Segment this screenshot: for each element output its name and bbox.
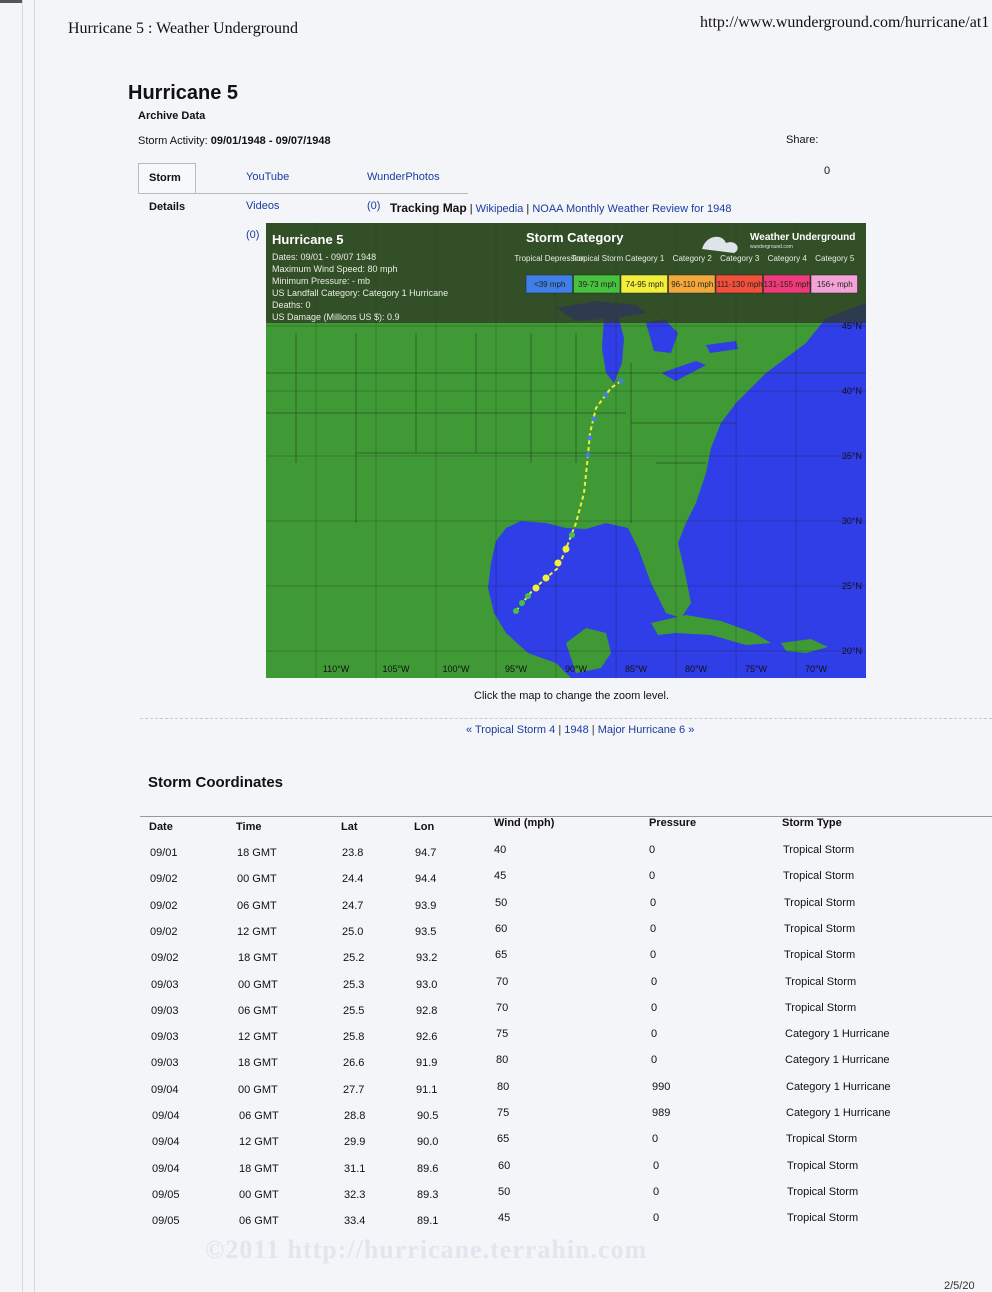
table-cell-wind: 70 (496, 975, 509, 988)
print-header-url: http://www.wunderground.com/hurricane/at1 (700, 14, 990, 31)
tab-youtube-videos[interactable]: YouTube Videos (0) (246, 171, 290, 241)
table-cell-time: 18 GMT (238, 952, 278, 965)
table-cell-date: 09/05 (152, 1188, 180, 1201)
page-number: 2/5/20 (944, 1280, 975, 1292)
track-point (525, 593, 531, 599)
track-point (513, 608, 519, 614)
table-cell-lat: 31.1 (344, 1162, 366, 1175)
legend-label: Category 3 (720, 254, 760, 263)
tracking-map[interactable] (266, 223, 866, 678)
table-cell-pressure: 0 (650, 949, 657, 962)
storm-navigation (466, 724, 694, 736)
table-cell-pressure: 0 (651, 975, 658, 988)
table-cell-time: 00 GMT (239, 1188, 279, 1201)
lat-label: 35°N (841, 451, 862, 461)
map-legend-title: Storm Category (526, 230, 624, 245)
share-label: Share: (786, 134, 819, 146)
legend-label: Category 4 (767, 254, 807, 263)
table-cell-storm-type: Tropical Storm (784, 949, 856, 962)
table-cell-time: 12 GMT (238, 1031, 278, 1044)
lon-label: 95°W (504, 664, 528, 674)
track-point (533, 585, 540, 592)
table-cell-pressure: 0 (653, 1185, 660, 1198)
table-cell-lon: 91.9 (416, 1057, 438, 1070)
table-cell-lon: 89.6 (417, 1162, 439, 1175)
table-cell-lon: 92.6 (416, 1031, 438, 1044)
lon-label: 70°W (804, 664, 828, 674)
legend-label: Category 2 (672, 254, 712, 263)
track-point (619, 379, 624, 384)
table-cell-time: 18 GMT (237, 847, 277, 859)
table-cell-date: 09/04 (152, 1162, 180, 1175)
table-cell-lon: 94.4 (415, 873, 437, 886)
nav-separator: | (591, 724, 595, 736)
table-cell-time: 06 GMT (238, 1004, 278, 1017)
table-cell-date: 09/02 (150, 899, 178, 912)
track-point (569, 532, 575, 538)
table-cell-time: 00 GMT (237, 873, 277, 886)
table-cell-lat: 33.4 (344, 1215, 366, 1228)
lat-label: 40°N (841, 386, 862, 396)
table-cell-storm-type: Tropical Storm (786, 1133, 858, 1146)
table-cell-lat: 25.0 (342, 925, 364, 938)
table-cell-wind: 80 (497, 1080, 510, 1093)
storm-coordinates-title: Storm Coordinates (148, 774, 284, 791)
lon-label: 85°W (624, 664, 648, 674)
noaa-review-link[interactable]: NOAA Monthly Weather Review for 1948 (532, 203, 732, 215)
table-cell-pressure: 0 (650, 896, 657, 909)
column-header-wind: Wind (mph) (494, 817, 555, 829)
map-info-line: Minimum Pressure: - mb (272, 276, 371, 286)
table-cell-date: 09/04 (152, 1136, 180, 1149)
table-cell-pressure: 0 (650, 922, 657, 935)
legend-label: Tropical Storm (571, 254, 624, 263)
table-cell-date: 09/03 (151, 978, 179, 991)
map-info-line: US Landfall Category: Category 1 Hurricane (272, 288, 449, 298)
table-cell-time: 12 GMT (237, 925, 277, 938)
map-storm-name: Hurricane 5 (272, 232, 344, 247)
lon-label: 80°W (684, 664, 708, 674)
column-header-lat: Lat (341, 821, 358, 833)
tab-storm-details[interactable]: Storm Details (138, 163, 196, 193)
table-cell-lon: 94.7 (415, 847, 437, 859)
track-point (592, 417, 597, 422)
watermark: ©2011 http://hurricane.terrahin.com (205, 1235, 648, 1264)
table-cell-storm-type: Tropical Storm (785, 1001, 857, 1014)
track-point (588, 436, 593, 441)
table-cell-date: 09/03 (151, 1004, 179, 1017)
table-cell-date: 09/03 (151, 1031, 179, 1044)
table-cell-pressure: 0 (649, 870, 656, 883)
tab-divider (138, 193, 468, 194)
table-cell-time: 06 GMT (239, 1215, 279, 1228)
lon-label: 105°W (382, 664, 410, 674)
storm-activity (138, 135, 331, 147)
table-cell-date: 09/04 (152, 1110, 180, 1122)
table-cell-time: 00 GMT (238, 1083, 278, 1096)
legend-range: 156+ mph (816, 280, 853, 289)
table-cell-lon: 93.2 (416, 952, 438, 965)
table-cell-lon: 93.0 (416, 978, 438, 991)
table-cell-date: 09/04 (151, 1083, 179, 1096)
year-link[interactable]: 1948 (564, 724, 589, 736)
table-cell-lon: 93.9 (415, 899, 437, 912)
table-cell-storm-type: Category 1 Hurricane (785, 1054, 890, 1067)
table-cell-wind: 50 (495, 896, 508, 909)
prev-storm-link[interactable]: « Tropical Storm 4 (466, 724, 556, 736)
track-point (563, 546, 570, 553)
scan-edge-line (34, 0, 35, 1292)
table-cell-time: 06 GMT (237, 899, 277, 912)
table-cell-lon: 92.8 (416, 1004, 438, 1017)
legend-range: 39-73 mph (578, 280, 617, 289)
table-cell-wind: 75 (497, 1107, 510, 1119)
legend-label: Tropical Depression (514, 254, 586, 263)
table-cell-storm-type: Tropical Storm (785, 975, 857, 988)
map-info-line: Deaths: 0 (272, 300, 311, 310)
table-cell-wind: 75 (496, 1028, 509, 1041)
table-cell-lon: 93.5 (415, 925, 437, 938)
table-cell-wind: 80 (496, 1054, 509, 1067)
table-cell-wind: 60 (498, 1159, 511, 1172)
table-cell-wind: 45 (498, 1212, 511, 1225)
track-point (519, 600, 525, 606)
brand-sub: wunderground.com (750, 244, 793, 250)
table-cell-lon: 90.0 (417, 1136, 439, 1149)
table-cell-wind: 65 (497, 1133, 510, 1146)
legend-range: 131-155 mph (763, 280, 811, 289)
legend-label: Category 5 (815, 254, 855, 263)
table-cell-lat: 27.7 (343, 1083, 365, 1096)
lon-label: 110°W (322, 664, 350, 674)
table-cell-pressure: 989 (652, 1107, 671, 1119)
column-header-storm-type: Storm Type (782, 817, 842, 829)
storm-activity-label: Storm Activity: (138, 135, 208, 147)
table-cell-date: 09/02 (150, 925, 178, 938)
table-cell-lat: 24.7 (342, 899, 364, 912)
table-cell-wind: 60 (495, 922, 508, 935)
track-point (555, 560, 562, 567)
table-cell-storm-type: Tropical Storm (784, 896, 856, 909)
table-cell-pressure: 0 (651, 1028, 658, 1041)
table-cell-date: 09/03 (151, 1057, 179, 1070)
table-cell-lon: 90.5 (417, 1110, 439, 1122)
tracking-separator: | (526, 203, 530, 215)
nav-separator: | (558, 724, 562, 736)
table-cell-date: 09/02 (151, 952, 179, 965)
table-cell-lat: 32.3 (344, 1188, 366, 1201)
table-cell-storm-type: Tropical Storm (787, 1212, 859, 1225)
lon-label: 75°W (744, 664, 768, 674)
next-storm-link[interactable]: Major Hurricane 6 » (597, 724, 695, 736)
table-cell-storm-type: Category 1 Hurricane (786, 1080, 891, 1093)
table-cell-pressure: 0 (653, 1159, 660, 1172)
lat-label: 25°N (841, 581, 862, 591)
table-cell-pressure: 0 (651, 1001, 658, 1014)
table-cell-lat: 25.5 (343, 1004, 365, 1017)
table-cell-lat: 28.8 (344, 1110, 366, 1122)
table-cell-storm-type: Tropical Storm (787, 1185, 859, 1198)
table-cell-wind: 40 (494, 844, 507, 856)
page-title: Hurricane 5 (128, 82, 239, 104)
scan-edge-mark (0, 0, 22, 3)
column-header-time: Time (236, 821, 262, 833)
table-cell-storm-type: Tropical Storm (784, 922, 856, 935)
map-info-line: US Damage (Millions US $): 0.9 (272, 312, 400, 322)
lat-label: 20°N (841, 646, 862, 656)
table-cell-lat: 23.8 (342, 847, 364, 859)
map-info-line: Dates: 09/01 - 09/07 1948 (272, 252, 377, 262)
table-cell-lat: 26.6 (343, 1057, 365, 1070)
table-cell-date: 09/01 (150, 847, 178, 859)
page-subtitle: Archive Data (138, 110, 206, 122)
brand-name: Weather Underground (750, 232, 856, 243)
table-cell-storm-type: Tropical Storm (787, 1159, 859, 1172)
map-info-line: Maximum Wind Speed: 80 mph (272, 264, 398, 274)
legend-range: <39 mph (534, 280, 566, 289)
table-cell-pressure: 990 (652, 1080, 671, 1093)
table-cell-storm-type: Category 1 Hurricane (786, 1107, 891, 1119)
table-cell-storm-type: Tropical Storm (783, 844, 855, 856)
table-cell-storm-type: Category 1 Hurricane (785, 1028, 890, 1041)
table-cell-lon: 89.1 (417, 1215, 439, 1228)
section-divider (140, 718, 992, 719)
print-header-title: Hurricane 5 : Weather Underground (68, 20, 299, 37)
track-point (604, 393, 609, 398)
lon-label: 90°W (564, 664, 588, 674)
table-cell-wind: 45 (494, 870, 507, 883)
table-cell-lat: 29.9 (344, 1136, 366, 1149)
share-count[interactable]: 0 (824, 165, 831, 177)
wikipedia-link[interactable]: Wikipedia (475, 203, 524, 215)
lat-label: 30°N (841, 516, 862, 526)
table-cell-pressure: 0 (652, 1133, 659, 1146)
table-cell-storm-type: Tropical Storm (783, 870, 855, 883)
scan-edge-line (22, 0, 23, 1292)
table-top-line (140, 816, 992, 817)
table-cell-pressure: 0 (649, 844, 656, 856)
storm-activity-value: 09/01/1948 - 09/07/1948 (210, 135, 331, 147)
track-point (586, 453, 591, 458)
tab-wunderphotos[interactable]: WunderPhotos (0) (367, 171, 440, 212)
table-cell-wind: 65 (495, 949, 508, 962)
table-cell-lat: 25.2 (343, 952, 365, 965)
legend-label: Category 1 (625, 254, 665, 263)
track-point (543, 575, 550, 582)
map-caption: Click the map to change the zoom level. (474, 690, 670, 702)
table-cell-time: 18 GMT (239, 1162, 279, 1175)
tracking-separator: | (469, 203, 473, 215)
lon-label: 100°W (442, 664, 470, 674)
table-cell-wind: 50 (498, 1185, 511, 1198)
legend-range: 96-110 mph (671, 280, 714, 289)
table-cell-time: 06 GMT (239, 1110, 279, 1122)
tracking-links (390, 201, 731, 215)
map-lon-labels (323, 664, 828, 674)
column-header-pressure: Pressure (649, 817, 697, 829)
table-cell-lat: 25.8 (343, 1031, 365, 1044)
table-cell-date: 09/05 (152, 1215, 180, 1228)
legend-range: 74-95 mph (625, 280, 664, 289)
table-cell-lon: 89.3 (417, 1188, 439, 1201)
table-cell-lon: 91.1 (416, 1083, 438, 1096)
table-cell-lat: 25.3 (343, 978, 365, 991)
table-cell-time: 18 GMT (238, 1057, 278, 1070)
table-cell-pressure: 0 (651, 1054, 658, 1067)
table-cell-time: 00 GMT (238, 978, 278, 991)
table-cell-wind: 70 (496, 1001, 509, 1014)
column-header-lon: Lon (414, 821, 435, 833)
table-cell-date: 09/02 (150, 873, 178, 886)
table-cell-lat: 24.4 (342, 873, 364, 886)
tracking-map-label: Tracking Map (390, 201, 467, 215)
lat-label: 45°N (841, 321, 862, 331)
legend-range: 111-130 mph (716, 280, 763, 289)
table-cell-time: 12 GMT (239, 1136, 279, 1149)
table-cell-pressure: 0 (653, 1212, 660, 1225)
column-header-date: Date (149, 821, 173, 833)
